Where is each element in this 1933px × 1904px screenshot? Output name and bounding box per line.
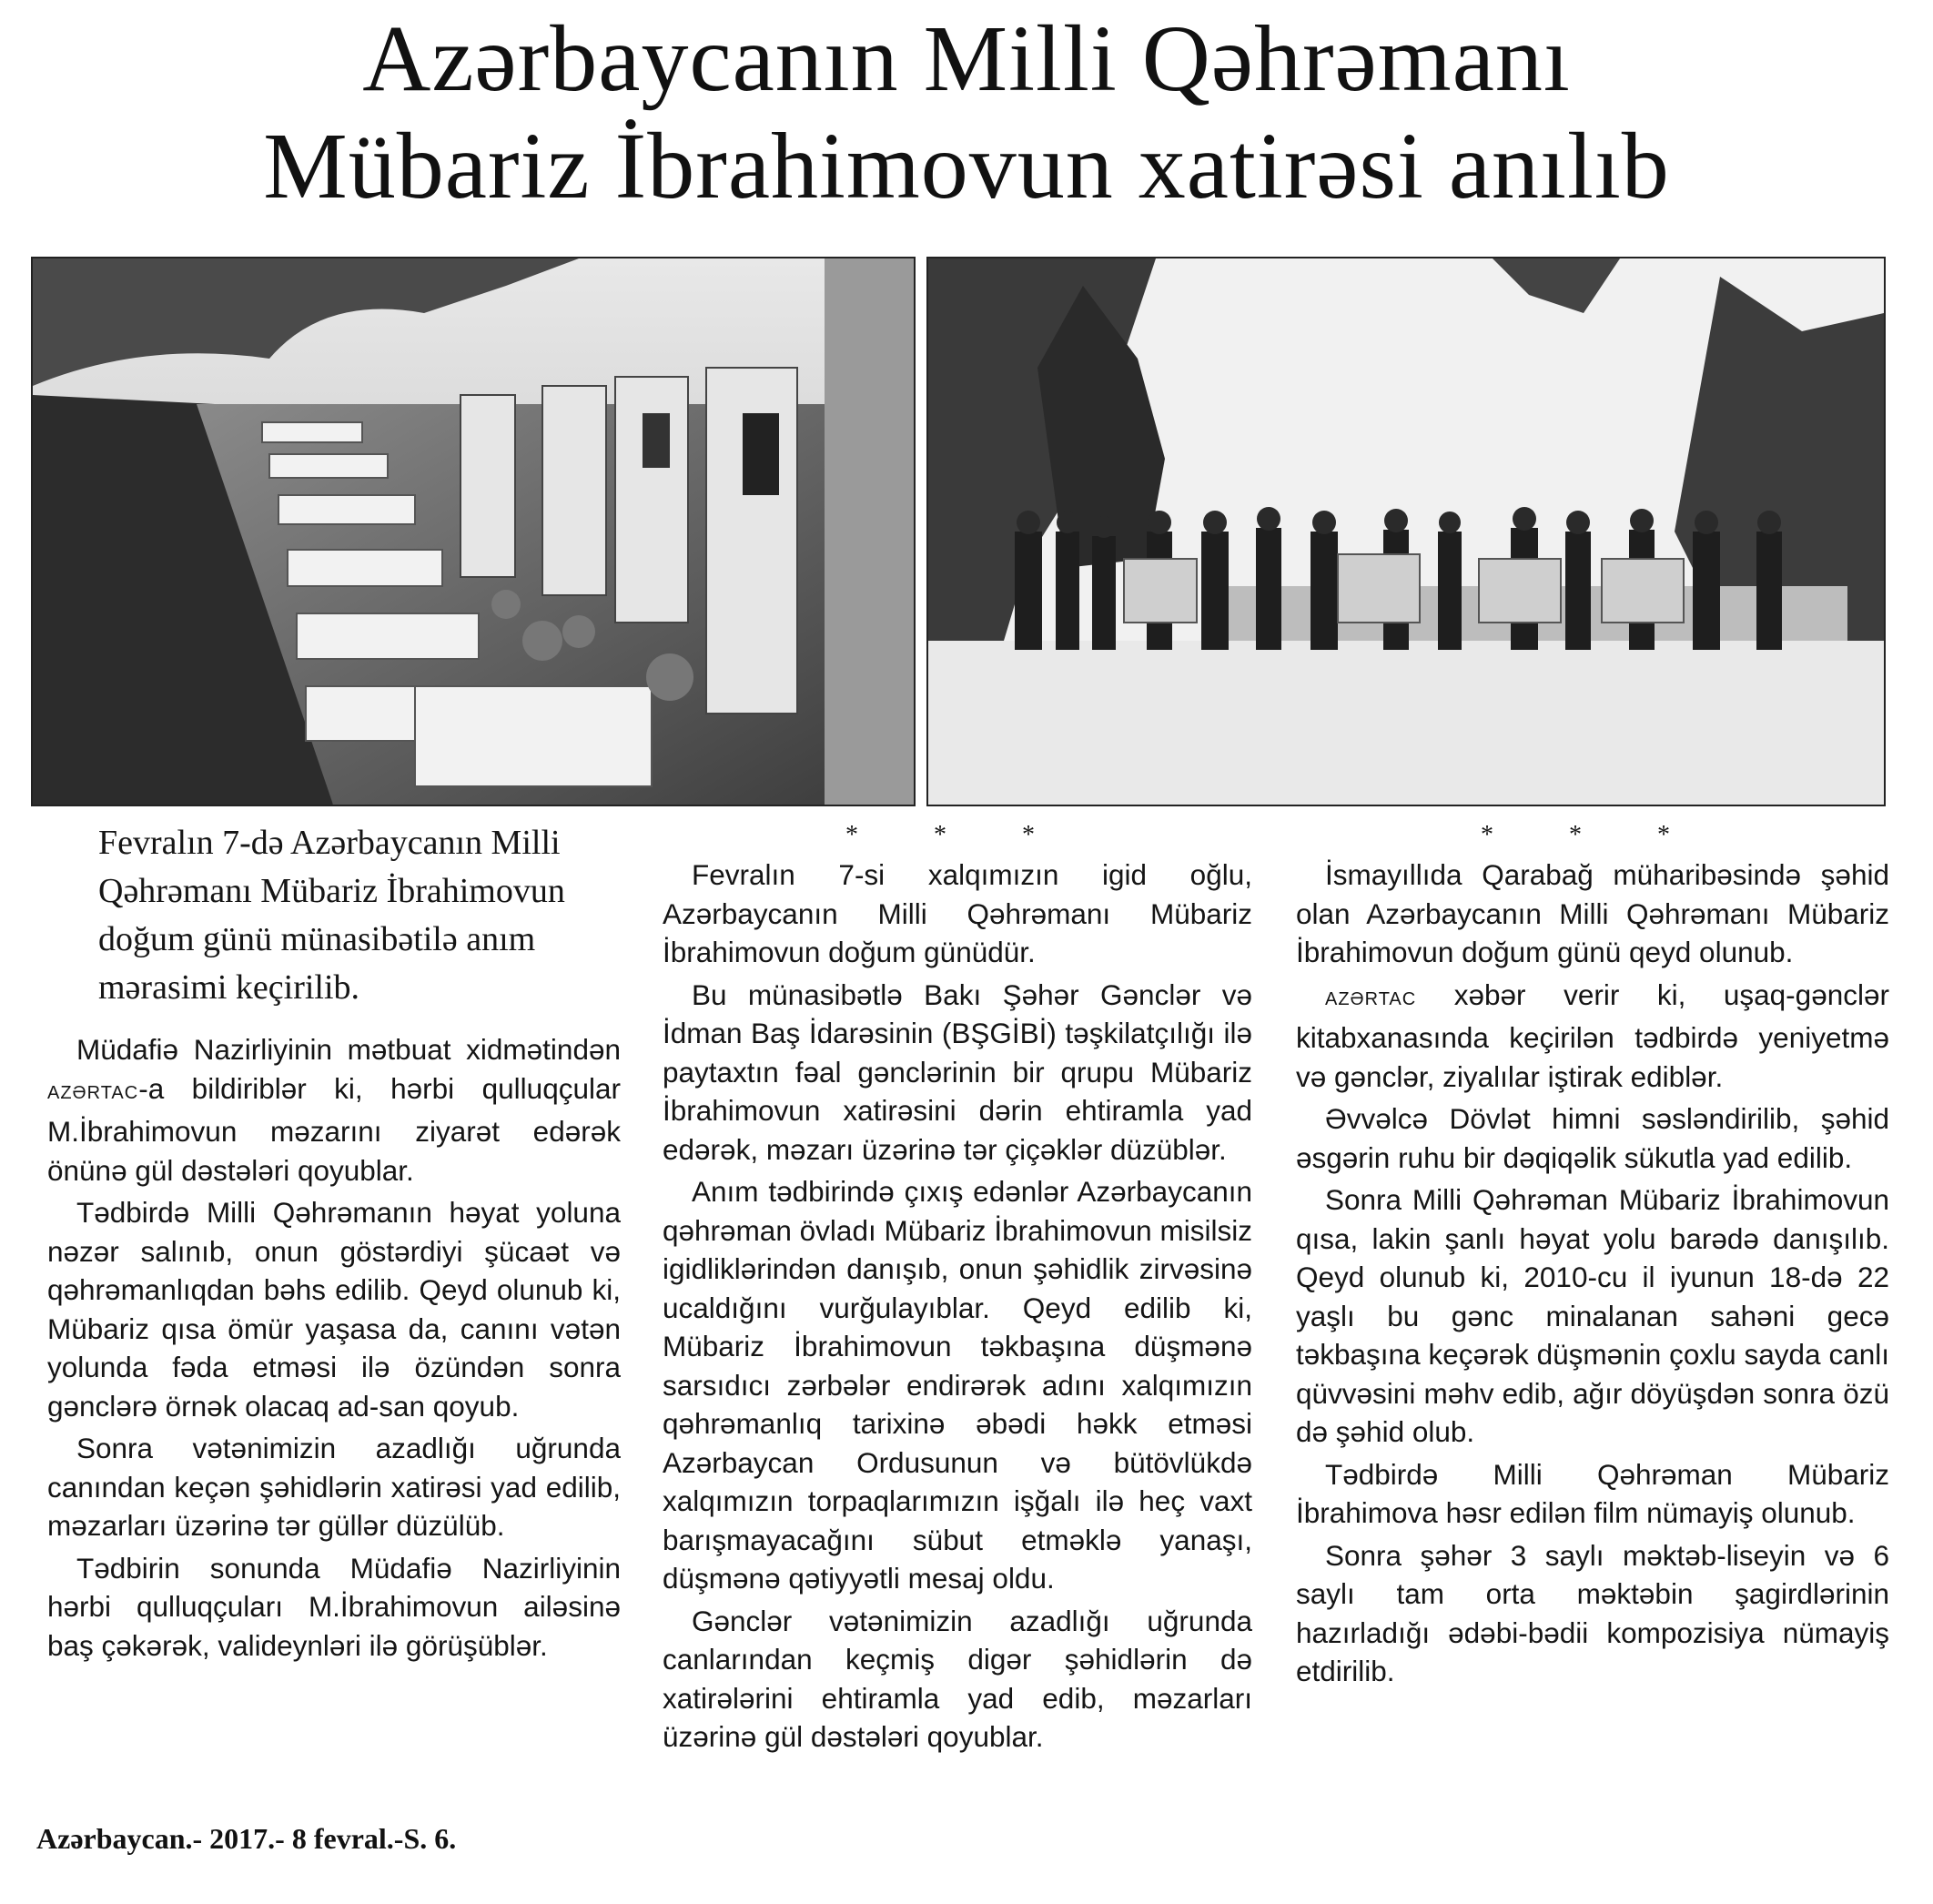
article-column-3 (1296, 819, 1889, 1695)
source-citation: Azərbaycan.- 2017.- 8 fevral.-S. 6. (36, 1822, 457, 1855)
headline-line-2: Mübariz İbrahimovun xatirəsi anılıb (263, 114, 1670, 218)
col2-paragraph-1: Fevralın 7-si xalqımızın igid oğlu, Azərbaycanın Milli Qəhrəmanı Mübariz İbrahimovun doğum günüdür. (663, 858, 1252, 968)
azertac-agency-name: AZƏRTAC (47, 1082, 139, 1103)
article-lead: Fevralın 7-də Azərbaycanın Milli Qəhrəmanı Mübariz İbrahimovun doğum günü münasibətilə anım mərasimi keçirilib. (98, 824, 565, 1007)
col1-paragraph-4: Tədbirin sonunda Müdafiə Nazirliyinin hərbi qulluqçuları M.İbrahimovun ailəsinə baş çəkərək, valideynləri ilə görüşüblər. (47, 1551, 621, 1662)
col2-paragraph-4: Gənclər vətənimizin azadlığı uğrunda canlarından keçmiş digər şəhidlərin də xatirələrini ehtiramla yad edib, məzarları üzərinə gül dəstələri qoyublar. (663, 1604, 1252, 1753)
col3-paragraph-2 (1296, 976, 1889, 1097)
col1-paragraph-3: Sonra vətənimizin azadlığı uğrunda canından keçən şəhidlərin xatirəsi yad edilib, məzarları üzərinə tər güllər düzülüb. (47, 1432, 621, 1542)
section-separator: * * * (845, 821, 1069, 849)
col2-paragraph-2: Bu münasibətlə Bakı Şəhər Gənclər və İdman Baş İdarəsinin (BŞGİBİ) təşkilatçılığı ilə paytaxtın fəal gənclərinin bir qrupu Mübariz İbrahimovun xatirəsini dərin ehtiramla yad edərək, məzarı üzərinə tər çiçəklər düzüblər. (663, 977, 1252, 1166)
headline (0, 5, 1933, 220)
youth-group-photo-art (928, 258, 1884, 805)
col3-paragraph-5: Tədbirdə Milli Qəhrəman Mübariz İbrahimova həsr edilən film nümayiş olunub. (1296, 1457, 1889, 1529)
col1-p1-text-before: Müdafiə Nazirliyinin mətbuat xidmətindən (76, 1033, 621, 1066)
section-separator: * * * (1481, 821, 1705, 849)
azertac-agency-name: AZƏRTAC (1325, 988, 1417, 1009)
col1-paragraph-1 (47, 1030, 621, 1190)
cemetery-photo-art (33, 258, 914, 805)
article-column-2 (663, 819, 1252, 1760)
col3-p2-text-after: xəbər verir ki, uşaq-gənclər kitabxanasında keçirilən tədbirdə yeniyetmə və gənclər, ziyalılar iştirak ediblər. (1296, 977, 1889, 1093)
col3-paragraph-1: İsmayıllıda Qarabağ müharibəsində şəhid olan Azərbaycanın Milli Qəhrəmanı Mübariz İbrahimovun doğum günü qeyd olunub. (1296, 858, 1889, 968)
col3-paragraph-3: Əvvəlcə Dövlət himni səsləndirilib, şəhid əsgərin ruhu bir dəqiqəlik sükutla yad edilib. (1296, 1102, 1889, 1174)
col2-paragraph-3: Anım tədbirində çıxış edənlər Azərbaycanın qəhrəman övladı Mübariz İbrahimovun misilsiz igidliklərindən danışıb, onun şəhidlik zirvəsinə ucaldığını vurğulayıblar. Qeyd edilib ki, Mübariz İbrahimovun təkbaşına düşmənə sarsıdıcı zərbələr endirərək adını xalqımızın qəhrəmanlıq tarixinə əbədi həkk etməsi Azərbaycan Ordusunun və bütövlükdə xalqımızın torpaqlarımızın işğalı ilə heç vaxt barışmayacağını sübut etməklə yanaşı, düşmənə qətiyyətli mesaj oldu. (663, 1175, 1252, 1595)
cemetery-graves-photo (31, 257, 916, 806)
article-column-1 (47, 819, 621, 1668)
col1-paragraph-2: Tədbirdə Milli Qəhrəmanın həyat yoluna nəzər salınıb, onun göstərdiyi şücaət və qəhrəmanlıqdan bəhs edilib. Qeyd olunub ki, Mübariz qısa ömür yaşasa da, canını vətən yolunda fəda etməsi ilə özündən sonra gənclərə örnək olacaq ad-san qoyub. (47, 1196, 621, 1423)
col3-paragraph-6: Sonra şəhər 3 saylı məktəb-liseyin və 6 saylı tam orta məktəbin şagirdlərinin hazırladığı ədəbi-bədii kompozisiya nümayiş etdirilib. (1296, 1538, 1889, 1687)
col1-p1-text-after: -a bildiriblər ki, hərbi qulluqçular M.İbrahimovun məzarını ziyarət edərək önünə gül dəstələri qoyublar. (47, 1071, 621, 1187)
col3-paragraph-4: Sonra Milli Qəhrəman Mübariz İbrahimovun qısa, lakin şanlı həyat yolu barədə danışılıb. Qeyd olunub ki, 2010-cu il iyunun 18-də 22 yaşlı bu gənc minalanan sahəni gecə təkbaşına keçərək düşmənin çoxlu sayda canlı qüvvəsini məhv edib, ağır döyüşdən sonra özü də şəhid olub. (1296, 1183, 1889, 1448)
headline-line-1: Azərbaycanın Milli Qəhrəmanı (362, 6, 1571, 111)
youth-group-with-flags-photo (926, 257, 1886, 806)
